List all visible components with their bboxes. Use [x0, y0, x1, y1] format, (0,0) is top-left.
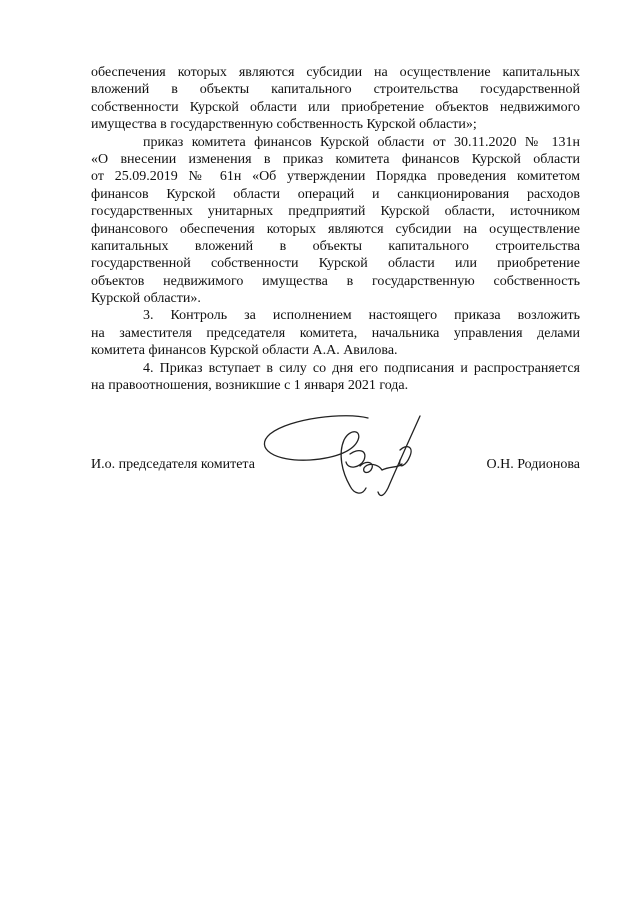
- handwritten-signature: [250, 410, 440, 500]
- text-line: финансов Курской области операций и санкционирования расходов: [91, 186, 580, 202]
- text-line: «О внесении изменения в приказ комитета финансов Курской области: [91, 151, 580, 167]
- text-line: обеспечения которых являются субсидии на осуществление капитальных: [91, 65, 580, 80]
- paragraph-4-effect: [91, 360, 580, 395]
- paragraph-order-131n: [91, 134, 580, 308]
- text-line: 3. Контроль за исполнением настоящего приказа возложить: [143, 308, 580, 324]
- text-line: финансового обеспечения которых являются субсидии на осуществление: [91, 221, 580, 237]
- text-line: имущества в государственную собственность Курской области»;: [91, 117, 477, 133]
- paragraph-continued: [91, 64, 580, 134]
- text-line: вложений в объекты капитального строительства государственной: [91, 82, 580, 98]
- signatory-name: О.Н. Родионова: [486, 457, 580, 472]
- paragraph-3-control: [91, 307, 580, 359]
- text-line: на заместителя председателя комитета, начальника управления делами: [91, 325, 580, 341]
- text-line: Курской области».: [91, 291, 201, 307]
- text-line: капитальных вложений в объекты капитального строительства: [91, 238, 580, 254]
- text-line: на правоотношения, возникшие с 1 января 2021 года.: [91, 378, 409, 394]
- text-line: приказ комитета финансов Курской области от 30.11.2020 № 131н: [143, 134, 580, 150]
- text-line: государственной собственности Курской области или приобретение: [91, 256, 580, 272]
- text-line: объектов недвижимого имущества в государственную собственность: [91, 273, 580, 289]
- text-line: государственных унитарных предприятий Курской области, источником: [91, 204, 580, 220]
- text-line: 4. Приказ вступает в силу со дня его подписания и распространяется: [143, 360, 580, 376]
- signature-block: [91, 457, 580, 481]
- signatory-position: И.о. председателя комитета: [91, 457, 255, 472]
- document-body: [91, 64, 580, 394]
- text-line: собственности Курской области или приобретение объектов недвижимого: [91, 99, 580, 115]
- text-line: комитета финансов Курской области А.А. Авилова.: [91, 343, 398, 359]
- text-line: от 25.09.2019 № 61н «Об утверждении Порядка проведения комитетом: [91, 169, 580, 185]
